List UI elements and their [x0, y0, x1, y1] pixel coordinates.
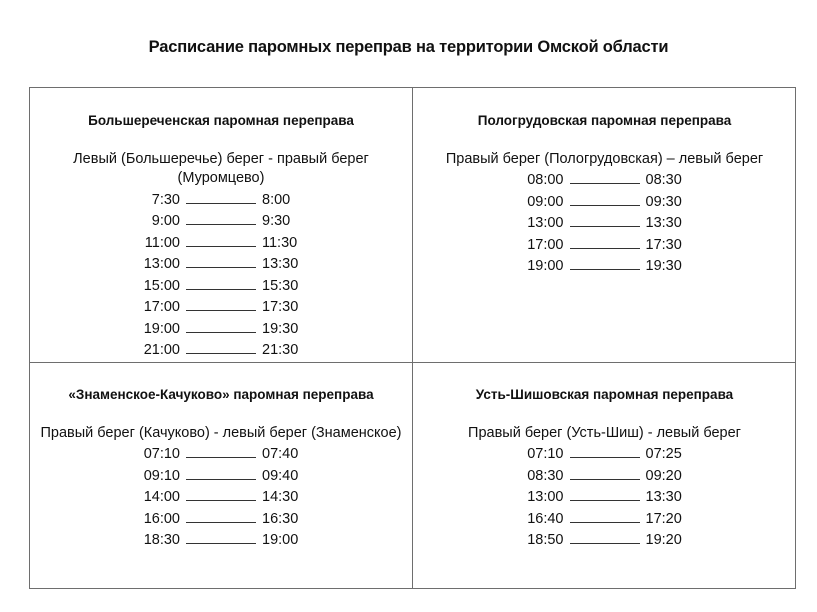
arrival-time: 13:30: [645, 489, 682, 505]
departure-time: 09:10: [143, 467, 180, 484]
arrival-time: 14:30: [262, 489, 299, 505]
time-separator-line: [186, 189, 256, 204]
arrival-time: 07:40: [262, 446, 299, 462]
time-separator-line: [570, 255, 640, 270]
schedule-row: [30, 318, 412, 340]
time-separator-line: [186, 508, 256, 523]
schedule-row: [30, 465, 412, 487]
time-separator-line: [186, 253, 256, 268]
schedule-row: [413, 255, 796, 277]
departure-time: 09:00: [527, 193, 564, 210]
departure-time: 18:50: [527, 532, 564, 548]
arrival-time: 13:30: [645, 215, 682, 231]
schedule-row: [30, 529, 412, 551]
arrival-time: 09:20: [645, 467, 682, 484]
departure-time: 07:10: [143, 446, 180, 462]
departure-time: 21:00: [143, 342, 180, 358]
departure-time: 19:00: [527, 258, 564, 274]
arrival-time: 21:30: [262, 342, 299, 358]
time-separator-line: [186, 443, 256, 458]
schedule-row: [413, 212, 796, 234]
arrival-time: 19:30: [645, 258, 682, 274]
arrival-time: 15:30: [262, 277, 299, 294]
departure-time: 08:00: [527, 172, 564, 188]
schedule-row: [30, 443, 412, 465]
time-separator-line: [186, 210, 256, 225]
time-separator-line: [186, 232, 256, 247]
crossing-route: Правый берег (Пологрудовская) – левый берег: [445, 150, 764, 167]
arrival-time: 16:30: [262, 510, 299, 527]
time-separator-line: [186, 465, 256, 480]
arrival-time: 19:30: [262, 320, 299, 337]
arrival-time: 09:30: [645, 193, 682, 210]
crossing-name: «Знаменское-Качуково» паромная переправа: [68, 387, 374, 402]
crossing-cell-znamenskoe: [30, 385, 412, 551]
schedule-row: [413, 486, 796, 508]
time-separator-line: [570, 443, 640, 458]
schedule-row: [413, 234, 796, 256]
time-separator-line: [570, 212, 640, 227]
schedule-list: [413, 443, 796, 551]
schedule-row: [413, 191, 796, 213]
crossing-name: Большереченская паромная переправа: [88, 113, 354, 128]
time-separator-line: [570, 508, 640, 523]
crossing-cell-bolsherechye: [30, 111, 412, 361]
arrival-time: 08:30: [645, 172, 682, 188]
crossing-cell-ust-shish: [413, 385, 796, 551]
time-separator-line: [570, 465, 640, 480]
time-separator-line: [186, 275, 256, 290]
schedule-row: [30, 232, 412, 254]
departure-time: 16:00: [143, 510, 180, 527]
departure-time: 17:00: [143, 299, 180, 315]
arrival-time: 07:25: [645, 446, 682, 462]
departure-time: 18:30: [143, 532, 180, 548]
arrival-time: 17:30: [262, 299, 299, 315]
crossing-cell-pologrudovo: [413, 111, 796, 277]
departure-time: 13:00: [143, 256, 180, 272]
departure-time: 16:40: [527, 510, 564, 527]
departure-time: 7:30: [151, 191, 180, 208]
arrival-time: 11:30: [262, 234, 298, 251]
schedule-row: [413, 508, 796, 530]
time-separator-line: [186, 529, 256, 544]
arrival-time: 9:30: [262, 213, 291, 229]
arrival-time: 13:30: [262, 256, 299, 272]
schedule-list: [30, 443, 412, 551]
departure-time: 07:10: [527, 446, 564, 462]
time-separator-line: [570, 169, 640, 184]
departure-time: 19:00: [143, 320, 180, 337]
departure-time: 08:30: [527, 467, 564, 484]
schedule-row: [30, 508, 412, 530]
departure-time: 14:00: [143, 489, 180, 505]
schedule-table: [29, 87, 796, 589]
crossing-name: Усть-Шишовская паромная переправа: [475, 387, 734, 402]
time-separator-line: [570, 529, 640, 544]
schedule-row: [413, 169, 796, 191]
crossing-route: Правый берег (Качуково) - левый берег (Знаменское): [40, 424, 402, 441]
crossing-route: Левый (Большеречье) берег - правый берег (Муромцево): [73, 150, 369, 186]
schedule-row: [30, 486, 412, 508]
time-separator-line: [186, 318, 256, 333]
departure-time: 11:00: [144, 234, 180, 251]
schedule-row: [413, 529, 796, 551]
schedule-row: [30, 275, 412, 297]
page-title: Расписание паромных переправ на территории Омской области: [148, 38, 669, 56]
schedule-row: [413, 443, 796, 465]
schedule-row: [413, 465, 796, 487]
schedule-list: [30, 189, 412, 361]
departure-time: 13:00: [527, 489, 564, 505]
arrival-time: 17:30: [645, 236, 682, 253]
table-divider-horizontal: [30, 362, 795, 363]
time-separator-line: [570, 191, 640, 206]
departure-time: 15:00: [143, 277, 180, 294]
departure-time: 13:00: [527, 215, 564, 231]
schedule-row: [30, 253, 412, 275]
arrival-time: 19:20: [645, 532, 682, 548]
crossing-route: Правый берег (Усть-Шиш) - левый берег: [468, 424, 741, 441]
arrival-time: 8:00: [262, 191, 291, 208]
schedule-row: [30, 339, 412, 361]
arrival-time: 09:40: [262, 467, 299, 484]
time-separator-line: [186, 339, 256, 354]
time-separator-line: [570, 486, 640, 501]
arrival-time: 19:00: [262, 532, 299, 548]
crossing-name: Пологрудовская паромная переправа: [477, 113, 732, 128]
schedule-row: [30, 210, 412, 232]
time-separator-line: [186, 296, 256, 311]
schedule-list: [413, 169, 796, 277]
departure-time: 9:00: [151, 213, 180, 229]
time-separator-line: [570, 234, 640, 249]
arrival-time: 17:20: [645, 510, 682, 527]
schedule-row: [30, 296, 412, 318]
departure-time: 17:00: [527, 236, 564, 253]
time-separator-line: [186, 486, 256, 501]
schedule-row: [30, 189, 412, 211]
